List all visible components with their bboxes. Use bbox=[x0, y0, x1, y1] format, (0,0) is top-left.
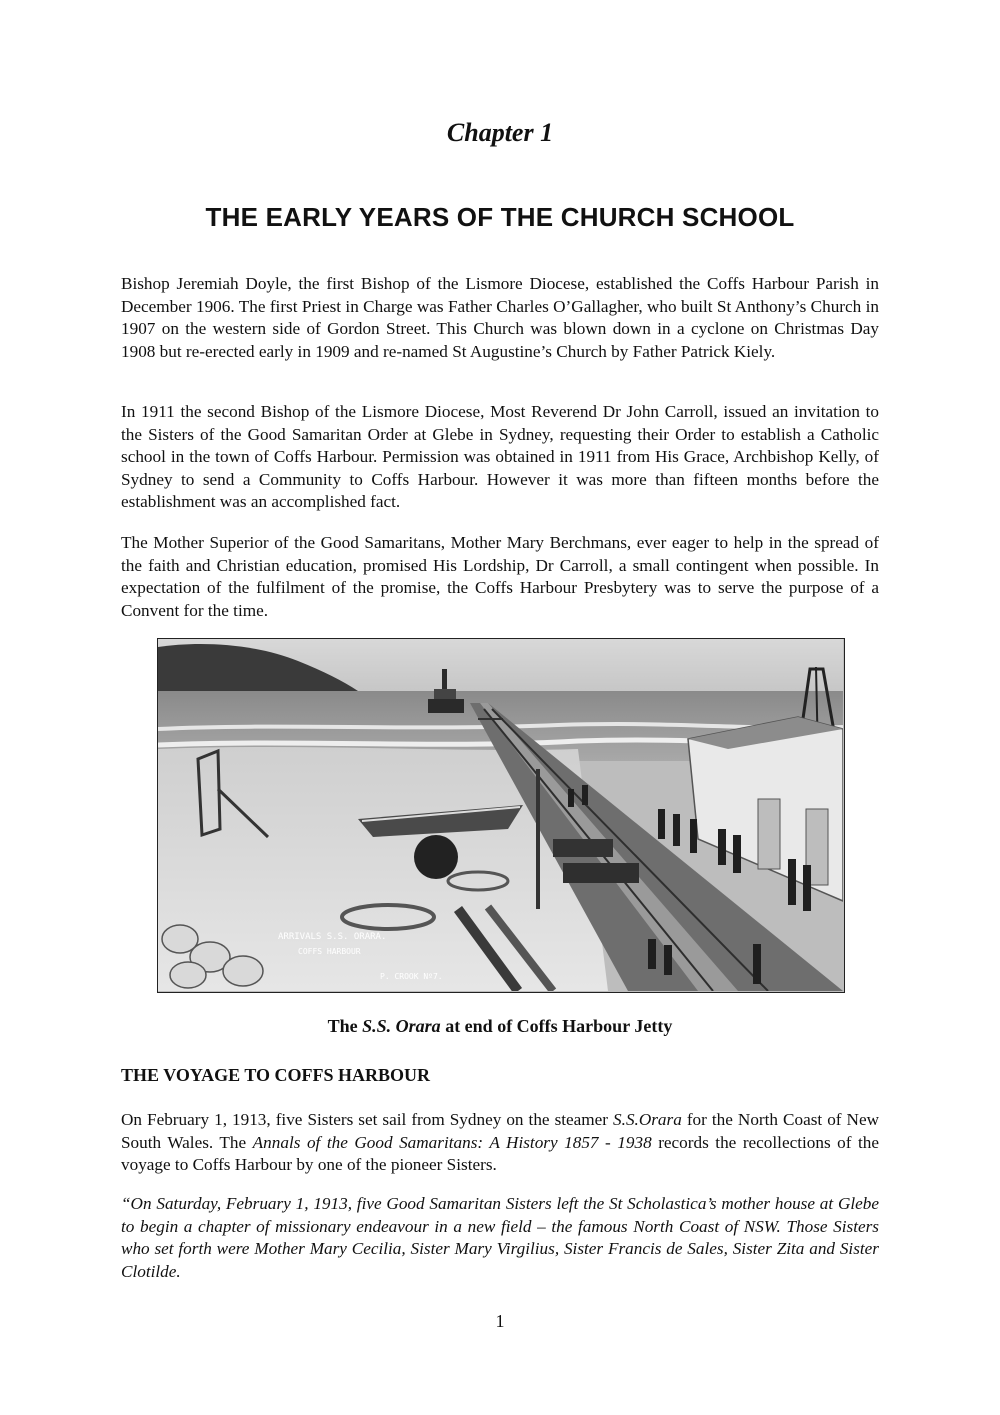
voyage-ship-name: S.S.Orara bbox=[613, 1110, 682, 1129]
paragraph-invitation: In 1911 the second Bishop of the Lismore Diocese, Most Reverend Dr John Carroll, issued an invitation to the Sisters of the Good Samaritan Order at Glebe in Sydney, requesting their Order to establish a Catholic school in the town of Coffs Harbour. Permission was obtained in 1911 from His Grace, Archbishop Kelly, of Sydney to send a Community to Coffs Harbour. However it was more than fifteen months before the establishment was an accomplished fact. bbox=[121, 402, 879, 512]
voyage-text-3: records the recollections of the voyage to Coffs Harbour by one of the pioneer Sisters. bbox=[121, 1132, 880, 1175]
chapter-label: Chapter 1 bbox=[446, 118, 554, 147]
paragraph-mother-superior: The Mother Superior of the Good Samaritans, Mother Mary Berchmans, ever eager to help in the spread of the faith and Christian education, promised His Lordship, Dr Carroll, a small contingent when possible. In expectation of the fulfilment of the promise, the Coffs Harbour Presbytery was to serve the purpose of a Convent for the time. bbox=[121, 533, 879, 620]
jetty-photo-image bbox=[158, 639, 843, 991]
page-number: 1 bbox=[495, 1311, 505, 1331]
section-heading: THE VOYAGE TO COFFS HARBOUR bbox=[121, 1065, 431, 1085]
caption-prefix: The bbox=[327, 1016, 363, 1036]
voyage-text-1: On February 1, 1913, five Sisters set sail from Sydney on the steamer bbox=[121, 1110, 614, 1129]
photo-caption bbox=[0, 1016, 1000, 1037]
jetty-photograph bbox=[157, 638, 845, 993]
paragraph-voyage bbox=[121, 1109, 879, 1177]
photo-inscription-photographer: P. CROOK Nº7. bbox=[380, 972, 443, 981]
caption-suffix: at end of Coffs Harbour Jetty bbox=[440, 1016, 673, 1036]
caption-ship-name: S.S. Orara bbox=[362, 1016, 441, 1036]
chapter-title: THE EARLY YEARS OF THE CHURCH SCHOOL bbox=[205, 202, 795, 232]
paragraph-parish-history: Bishop Jeremiah Doyle, the first Bishop of the Lismore Diocese, established the Coffs Harbour Parish in December 1906. The first Priest in Charge was Father Charles O’Gallagher, who built St Anthony’s Church in 1907 on the western side of Gordon Street. This Church was blown down in a cyclone on Christmas Day 1908 but re-erected early in 1909 and re-named St Augustine’s Church by Father Patrick Kiely. bbox=[121, 274, 879, 361]
paragraph-quotation: “On Saturday, February 1, 1913, five Good Samaritan Sisters left the St Scholastica’s mother house at Glebe to begin a chapter of missionary endeavour in a new field – the famous North Coast of NSW. Those Sisters who set forth were Mother Mary Cecilia, Sister Mary Virgilius, Sister Francis de Sales, Sister Zita and Sister Clotilde. bbox=[121, 1194, 879, 1281]
voyage-text-2: for the North Coast of New South Wales. The bbox=[121, 1110, 880, 1152]
photo-inscription-title: ARRIVALS S.S. ORARA. bbox=[278, 932, 387, 942]
voyage-book-title: Annals of the Good Samaritans: A History 1857 - 1938 bbox=[252, 1132, 652, 1152]
photo-inscription-place: COFFS HARBOUR bbox=[298, 947, 361, 956]
